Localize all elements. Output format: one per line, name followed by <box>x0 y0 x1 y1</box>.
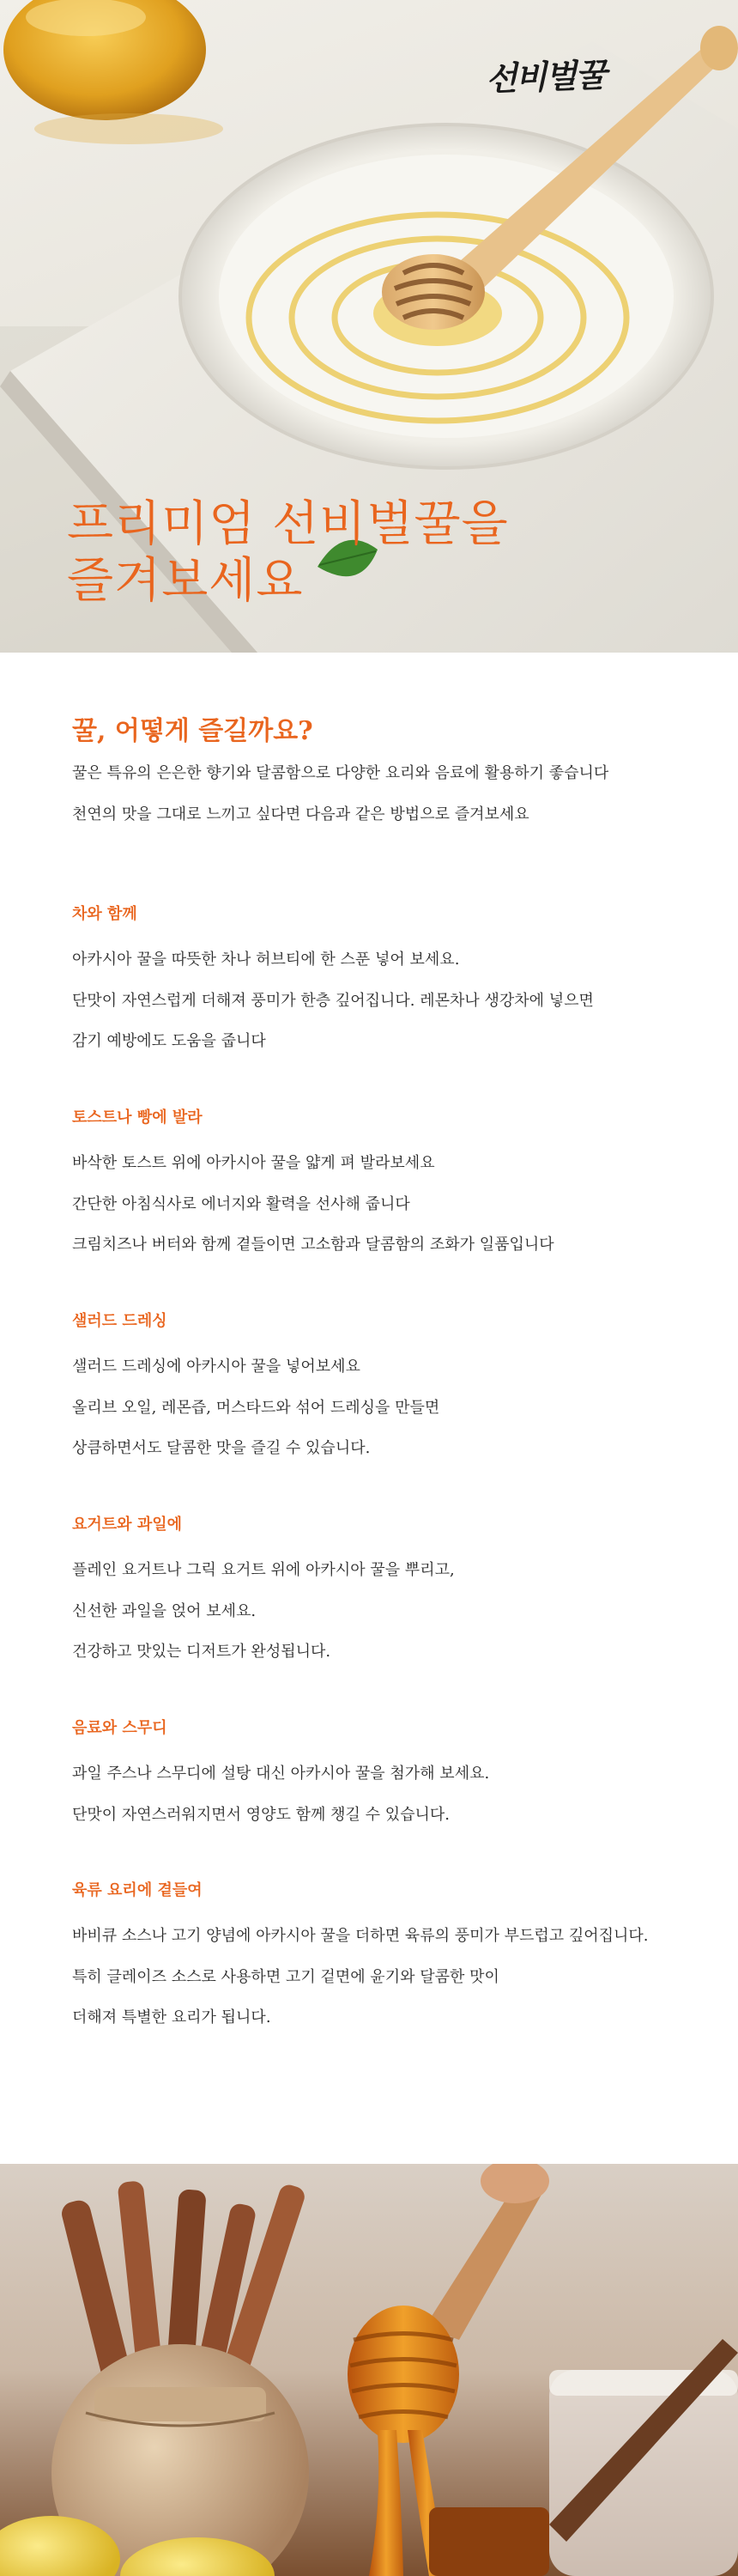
section-title: 육류 요리에 곁들여 <box>72 1881 203 1899</box>
section-line: 샐러드 드레싱에 아카시아 꿀을 넣어보세요 <box>72 1358 360 1376</box>
intro-title: 꿀, 어떻게 즐길까요? <box>72 716 313 746</box>
section-line: 올리브 오일, 레몬즙, 머스타드와 섞어 드레싱을 만들면 <box>72 1398 440 1417</box>
section-line: 더해져 특별한 요리가 됩니다. <box>72 2008 271 2026</box>
intro-line-1: 꿀은 특유의 은은한 향기와 달콤함으로 다양한 요리와 음료에 활용하기 좋습니다 <box>72 764 609 782</box>
section-salad <box>72 1309 690 1469</box>
section-line: 간단한 아침식사로 에너지와 활력을 선사해 줍니다 <box>72 1194 410 1213</box>
section-yogurt <box>72 1512 690 1673</box>
section-line: 단맛이 자연스럽게 더해져 풍미가 한층 깊어집니다. 레몬차나 생강차에 넣으면 <box>72 991 594 1010</box>
section-line: 아카시아 꿀을 따뜻한 차나 허브티에 한 스푼 넣어 보세요. <box>72 951 460 969</box>
section-meat <box>72 1878 690 2038</box>
section-line: 바삭한 토스트 위에 아카시아 꿀을 얇게 펴 발라보세요 <box>72 1154 435 1172</box>
section-toast <box>72 1105 690 1266</box>
brand-logo: 선비벌꿀 <box>485 55 606 99</box>
section-line: 건강하고 맛있는 디저트가 완성됩니다. <box>72 1643 331 1661</box>
hero-title-line1: 프리미엄 선비벌꿀을 <box>67 496 509 552</box>
honey-photo <box>0 2164 738 2576</box>
section-line: 감기 예방에도 도움을 줍니다 <box>72 1032 266 1050</box>
section-line: 과일 주스나 스무디에 설탕 대신 아카시아 꿀을 첨가해 보세요. <box>72 1765 490 1783</box>
hero-title <box>67 496 582 610</box>
section-line: 신선한 과일을 얹어 보세요. <box>72 1601 257 1620</box>
section-line: 단맛이 자연스러워지면서 영양도 함께 챙길 수 있습니다. <box>72 1805 450 1824</box>
section-title: 요거트와 과일에 <box>72 1516 182 1534</box>
section-line: 바비큐 소스나 고기 양념에 아카시아 꿀을 더하면 육류의 풍미가 부드럽고 깊어집니다. <box>72 1927 649 1945</box>
section-line: 상큼하면서도 달콤한 맛을 즐길 수 있습니다. <box>72 1439 371 1457</box>
hero-title-line2: 즐겨보세요 <box>67 553 304 609</box>
section-smoothie <box>72 1716 690 1835</box>
section-line: 크림치즈나 버터와 함께 곁들이면 고소함과 달콤함의 조화가 일품입니다 <box>72 1236 554 1254</box>
section-line: 플레인 요거트나 그릭 요거트 위에 아카시아 꿀을 뿌리고, <box>72 1561 455 1579</box>
section-title: 차와 함께 <box>72 905 137 923</box>
section-title: 토스트나 빵에 발라 <box>72 1109 203 1127</box>
section-tea <box>72 902 690 1062</box>
content-area <box>0 653 738 2164</box>
honey-drip-illustration <box>0 2164 738 2576</box>
intro-line-2: 천연의 맛을 그대로 느끼고 싶다면 다음과 같은 방법으로 즐겨보세요 <box>72 805 529 823</box>
hero-banner <box>0 0 738 653</box>
glass-jar <box>549 2370 738 2576</box>
section-title: 음료와 스무디 <box>72 1719 167 1737</box>
section-title: 샐러드 드레싱 <box>72 1312 167 1330</box>
section-line: 특히 글레이즈 소스로 사용하면 고기 겉면에 윤기와 달콤한 맛이 <box>72 1967 499 1986</box>
